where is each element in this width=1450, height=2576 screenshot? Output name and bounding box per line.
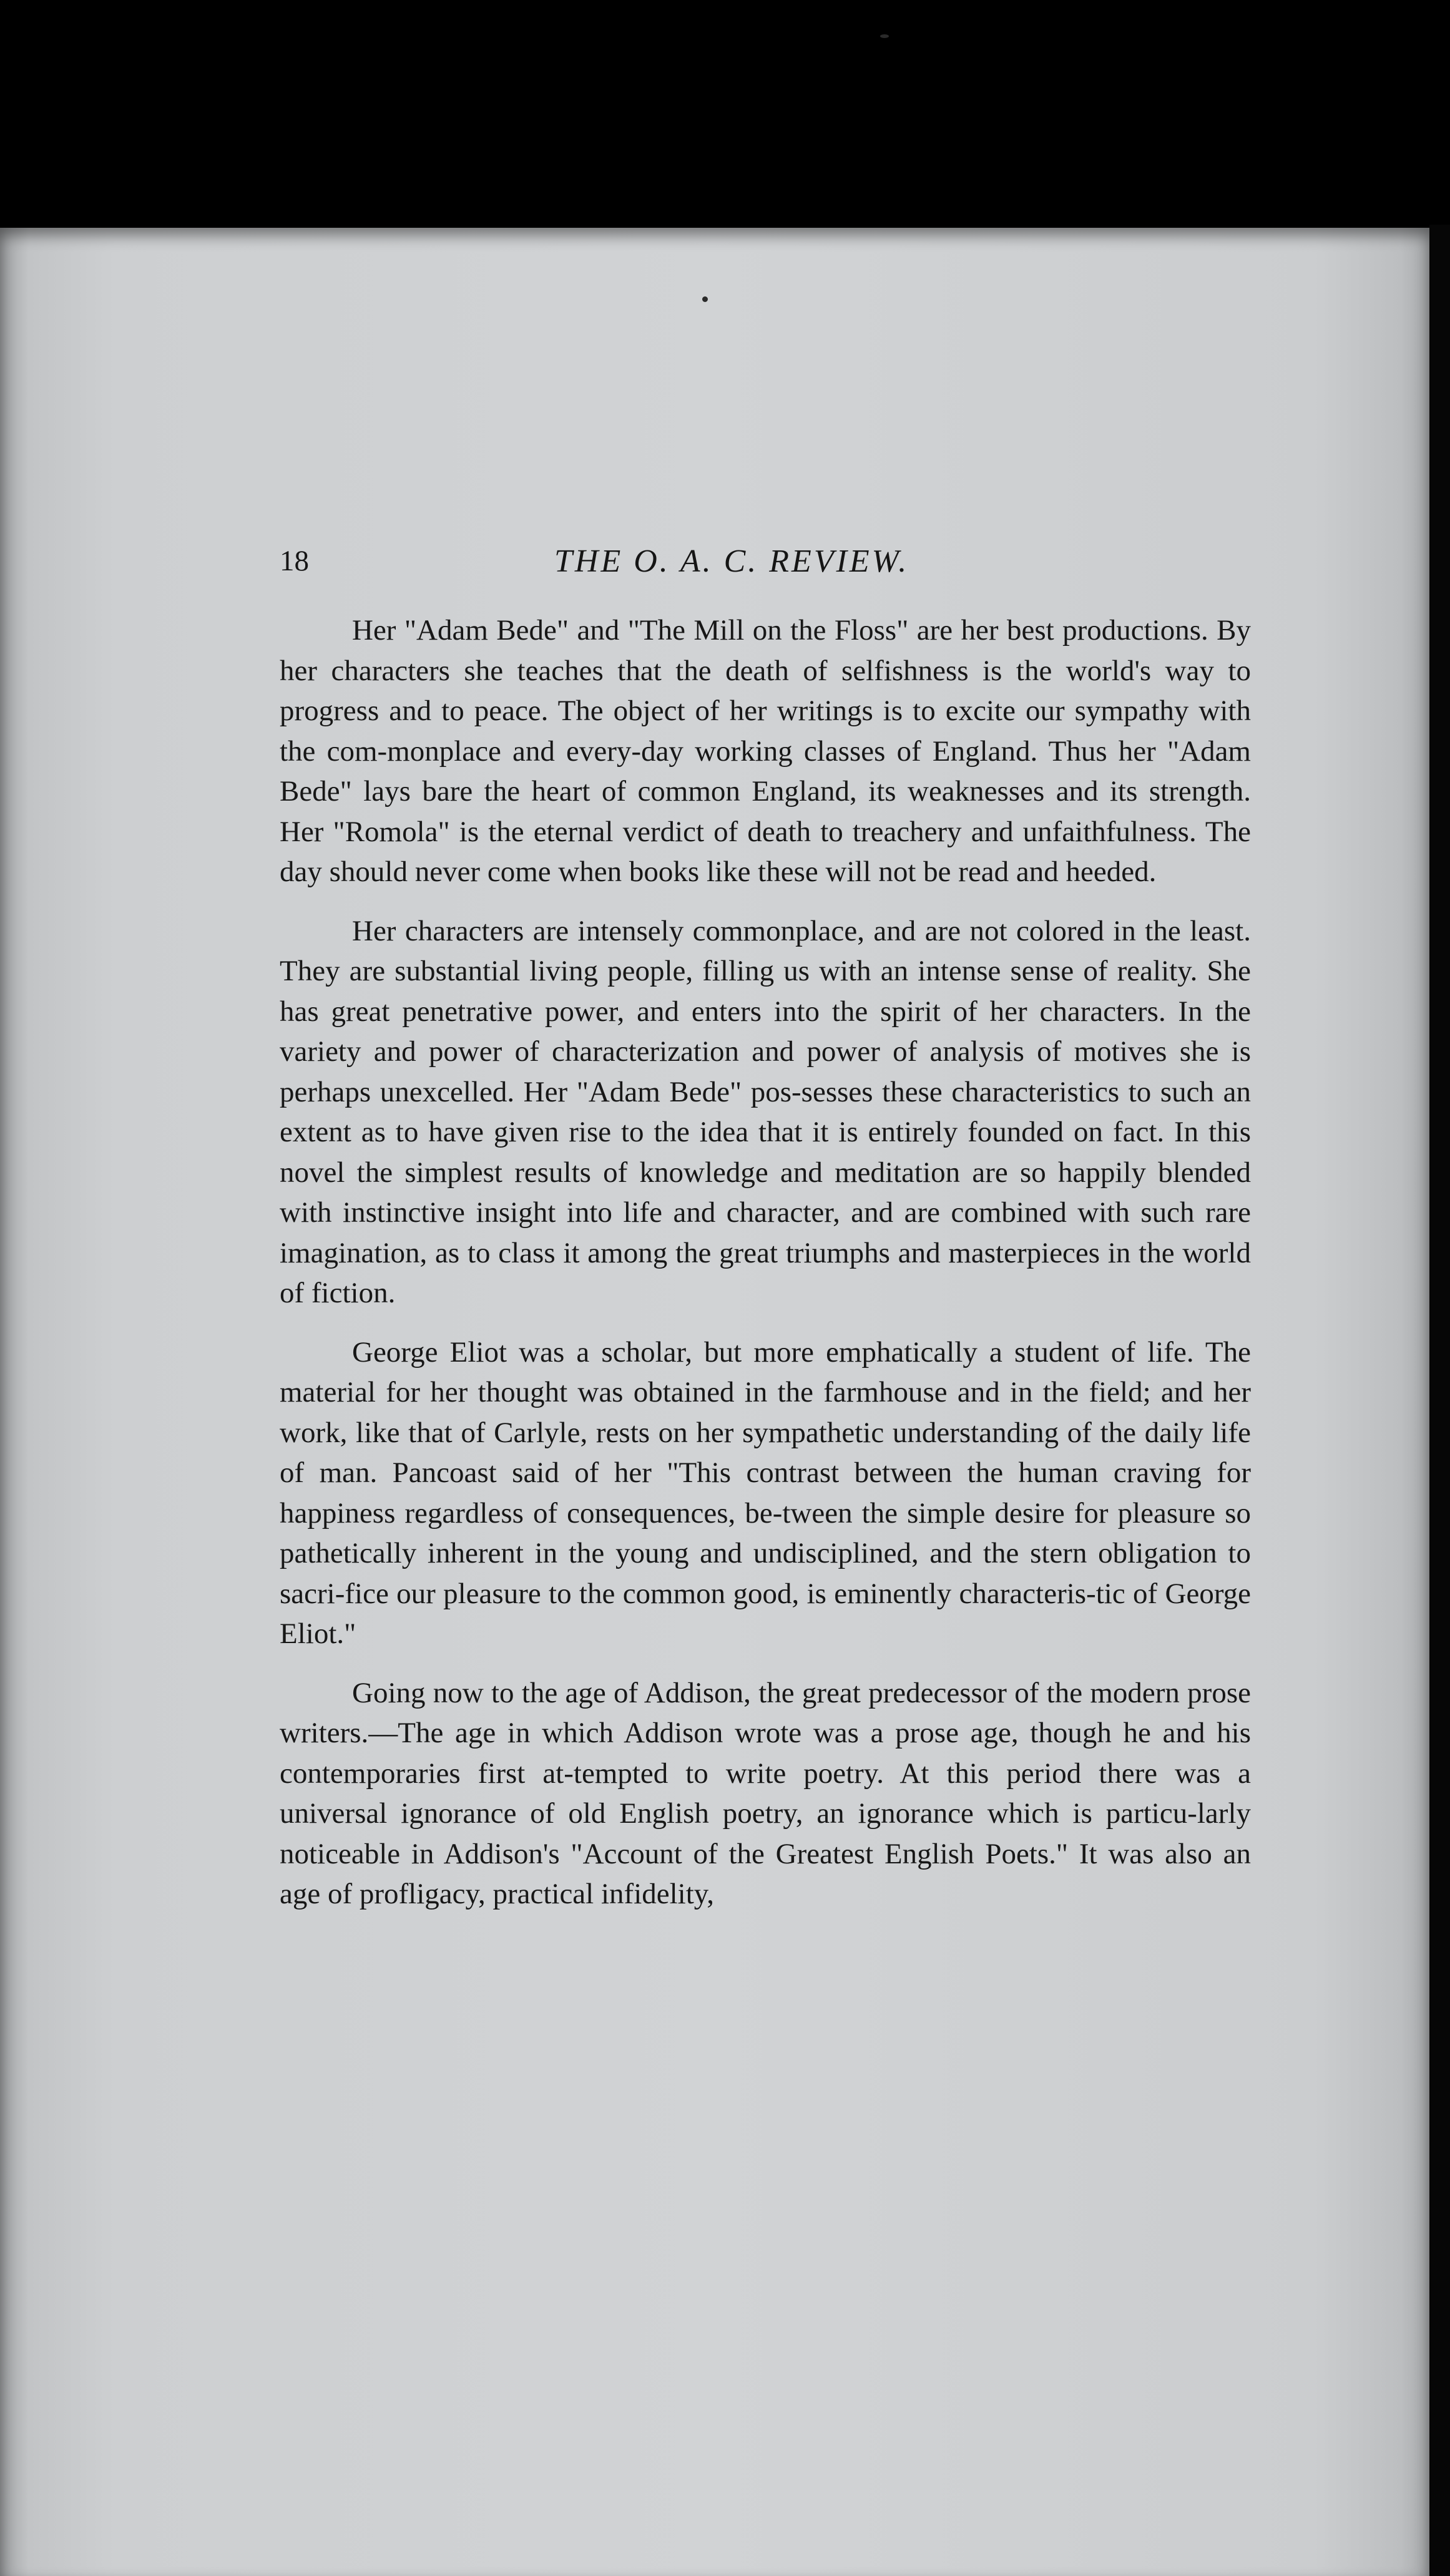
paragraph: Her characters are intensely commonplace, and are not colored in the least. They are substantial living people, filling us with an intense sense of reality. She has great penetrative power, and enters into the spirit of her characters. In the variety and power of characterization and power of analysis of motives she is perhaps unexcelled. Her "Adam Bede" pos-sesses these characteristics to such an extent as to have given rise to the idea that it is entirely founded on fact. In this novel the simplest results of knowledge and meditation are so happily blended with instinctive insight into life and character, and are combined with such rare imagination, as to class it among the great triumphs and masterpieces in the world of fiction. <box>280 914 1251 1309</box>
paragraph: Going now to the age of Addison, the great predecessor of the modern prose writers.—The age in which Addison wrote was a prose age, though he and his contemporaries first at-tempted to write poetry. At this period there was a universal ignorance of old English poetry, an ignorance which is particu-larly noticeable in Addison's "Account of the Greatest English Poets." It was also an age of profligacy, practical infidelity, <box>280 1676 1251 1910</box>
paragraph: Her "Adam Bede" and "The Mill on the Floss" are her best productions. By her characters she teaches that the death of selfishness is the world's way to progress and to peace. The object of her writings is to excite our sympathy with the com-monplace and every-day working classes of England. Thus her "Adam Bede" lays bare the heart of common England, its weaknesses and its strength. Her "Romola" is the eternal verdict of death to treachery and unfaithfulness. The day should never come when books like these will not be read and heeded. <box>280 614 1251 888</box>
book-gutter <box>1429 225 1450 2576</box>
paragraph: George Eliot was a scholar, but more emphatically a student of life. The material for her thought was obtained in the farmhouse and in the field; and her work, like that of Carlyle, rests on her sympathetic understanding of the daily life of man. Pancoast said of her "This contrast between the human craving for happiness regardless of consequences, be-tween the simple desire for pleasure so pathetically inherent in the young and undisciplined, and the stern obligation to sacri-fice our pleasure to the common good, is eminently characteris-tic of George Eliot." <box>280 1335 1251 1650</box>
running-head <box>280 544 1253 582</box>
page-number: 18 <box>280 545 309 577</box>
dust-speck <box>702 296 708 302</box>
article-body <box>280 610 1251 1933</box>
journal-title: THE O. A. C. REVIEW. <box>554 544 909 579</box>
dust-speck <box>880 34 889 38</box>
